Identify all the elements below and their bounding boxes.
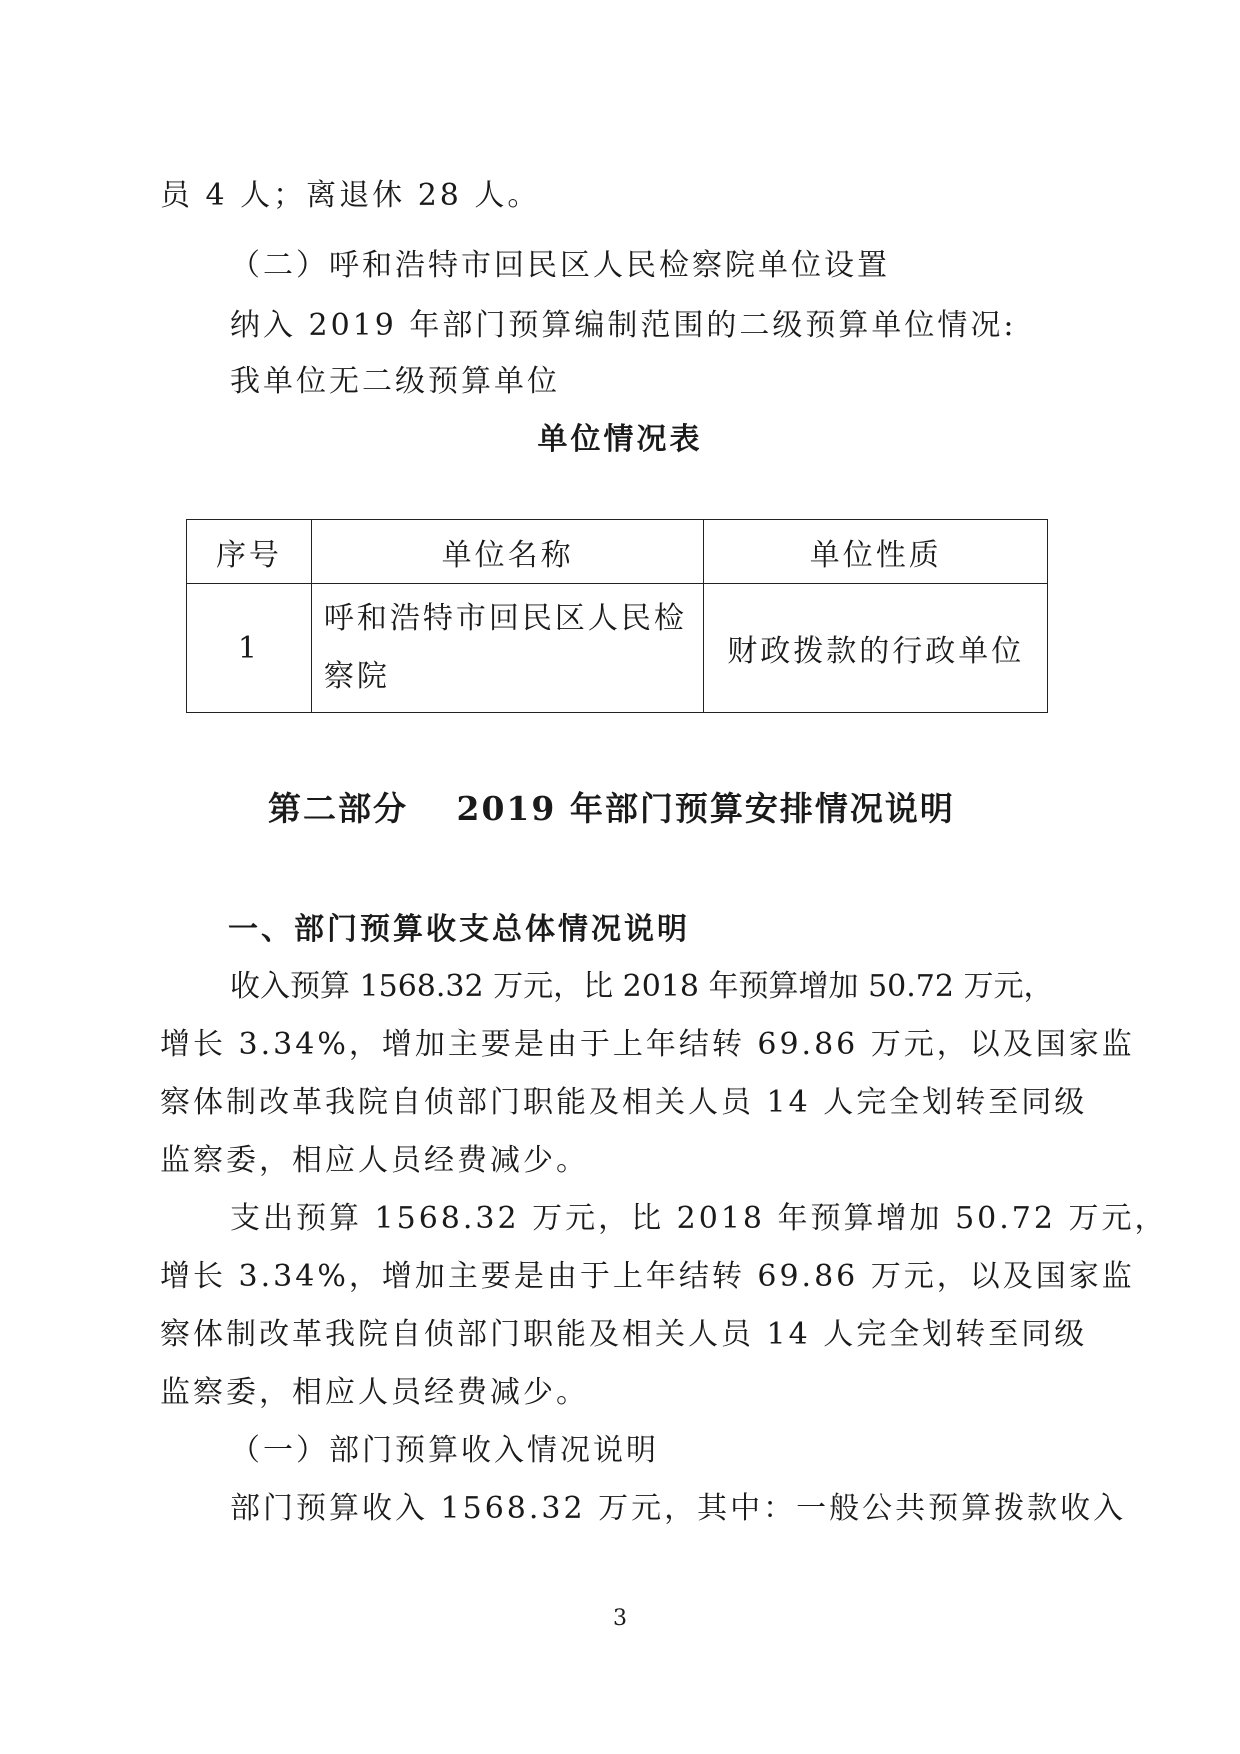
part-title: 第二部分 2019 年部门预算安排情况说明 <box>268 789 955 828</box>
subsection-heading: （二）呼和浩特市回民区人民检察院单位设置 <box>230 248 890 283</box>
table-row <box>187 584 1048 713</box>
table-header-row <box>187 520 1048 584</box>
table-title: 单位情况表 <box>537 422 703 457</box>
page-number: 3 <box>613 1606 627 1631</box>
section-heading: 一、部门预算收支总体情况说明 <box>228 912 690 947</box>
paragraph-line: 部门预算收入 1568.32 万元，其中：一般公共预算拨款收入 <box>230 1491 1127 1526</box>
text-line: 我单位无二级预算单位 <box>230 364 560 399</box>
subsection-heading: （一）部门预算收入情况说明 <box>230 1433 659 1468</box>
cell-unit-nature: 财政拨款的行政单位 <box>704 584 1048 713</box>
paragraph-line: 察体制改革我院自侦部门职能及相关人员 14 人完全划转至同级 <box>160 1317 1088 1352</box>
header-cell-no: 序号 <box>187 520 312 584</box>
text-line: 员 4 人；离退休 28 人。 <box>160 178 541 213</box>
text-span: 收入预算 1568.32 万元，比 2018 年预算增加 50.72 万元， <box>230 969 1054 1004</box>
header-cell-name: 单位名称 <box>311 520 704 584</box>
header-cell-nature: 单位性质 <box>704 520 1048 584</box>
paragraph-line: 察体制改革我院自侦部门职能及相关人员 14 人完全划转至同级 <box>160 1085 1088 1120</box>
paragraph-line: 监察委，相应人员经费减少。 <box>160 1375 589 1410</box>
unit-table <box>186 519 1048 713</box>
paragraph-line: 监察委，相应人员经费减少。 <box>160 1143 589 1178</box>
paragraph-line: 增长 3.34%，增加主要是由于上年结转 69.86 万元，以及国家监 <box>160 1027 1135 1062</box>
paragraph-line <box>230 967 1054 1007</box>
text-line: 纳入 2019 年部门预算编制范围的二级预算单位情况: <box>230 308 1017 343</box>
cell-unit-name: 呼和浩特市回民区人民检察院 <box>311 584 704 713</box>
paragraph-line: 增长 3.34%，增加主要是由于上年结转 69.86 万元，以及国家监 <box>160 1259 1135 1294</box>
cell-no: 1 <box>187 584 312 713</box>
paragraph-line: 支出预算 1568.32 万元，比 2018 年预算增加 50.72 万元， <box>230 1201 1168 1236</box>
